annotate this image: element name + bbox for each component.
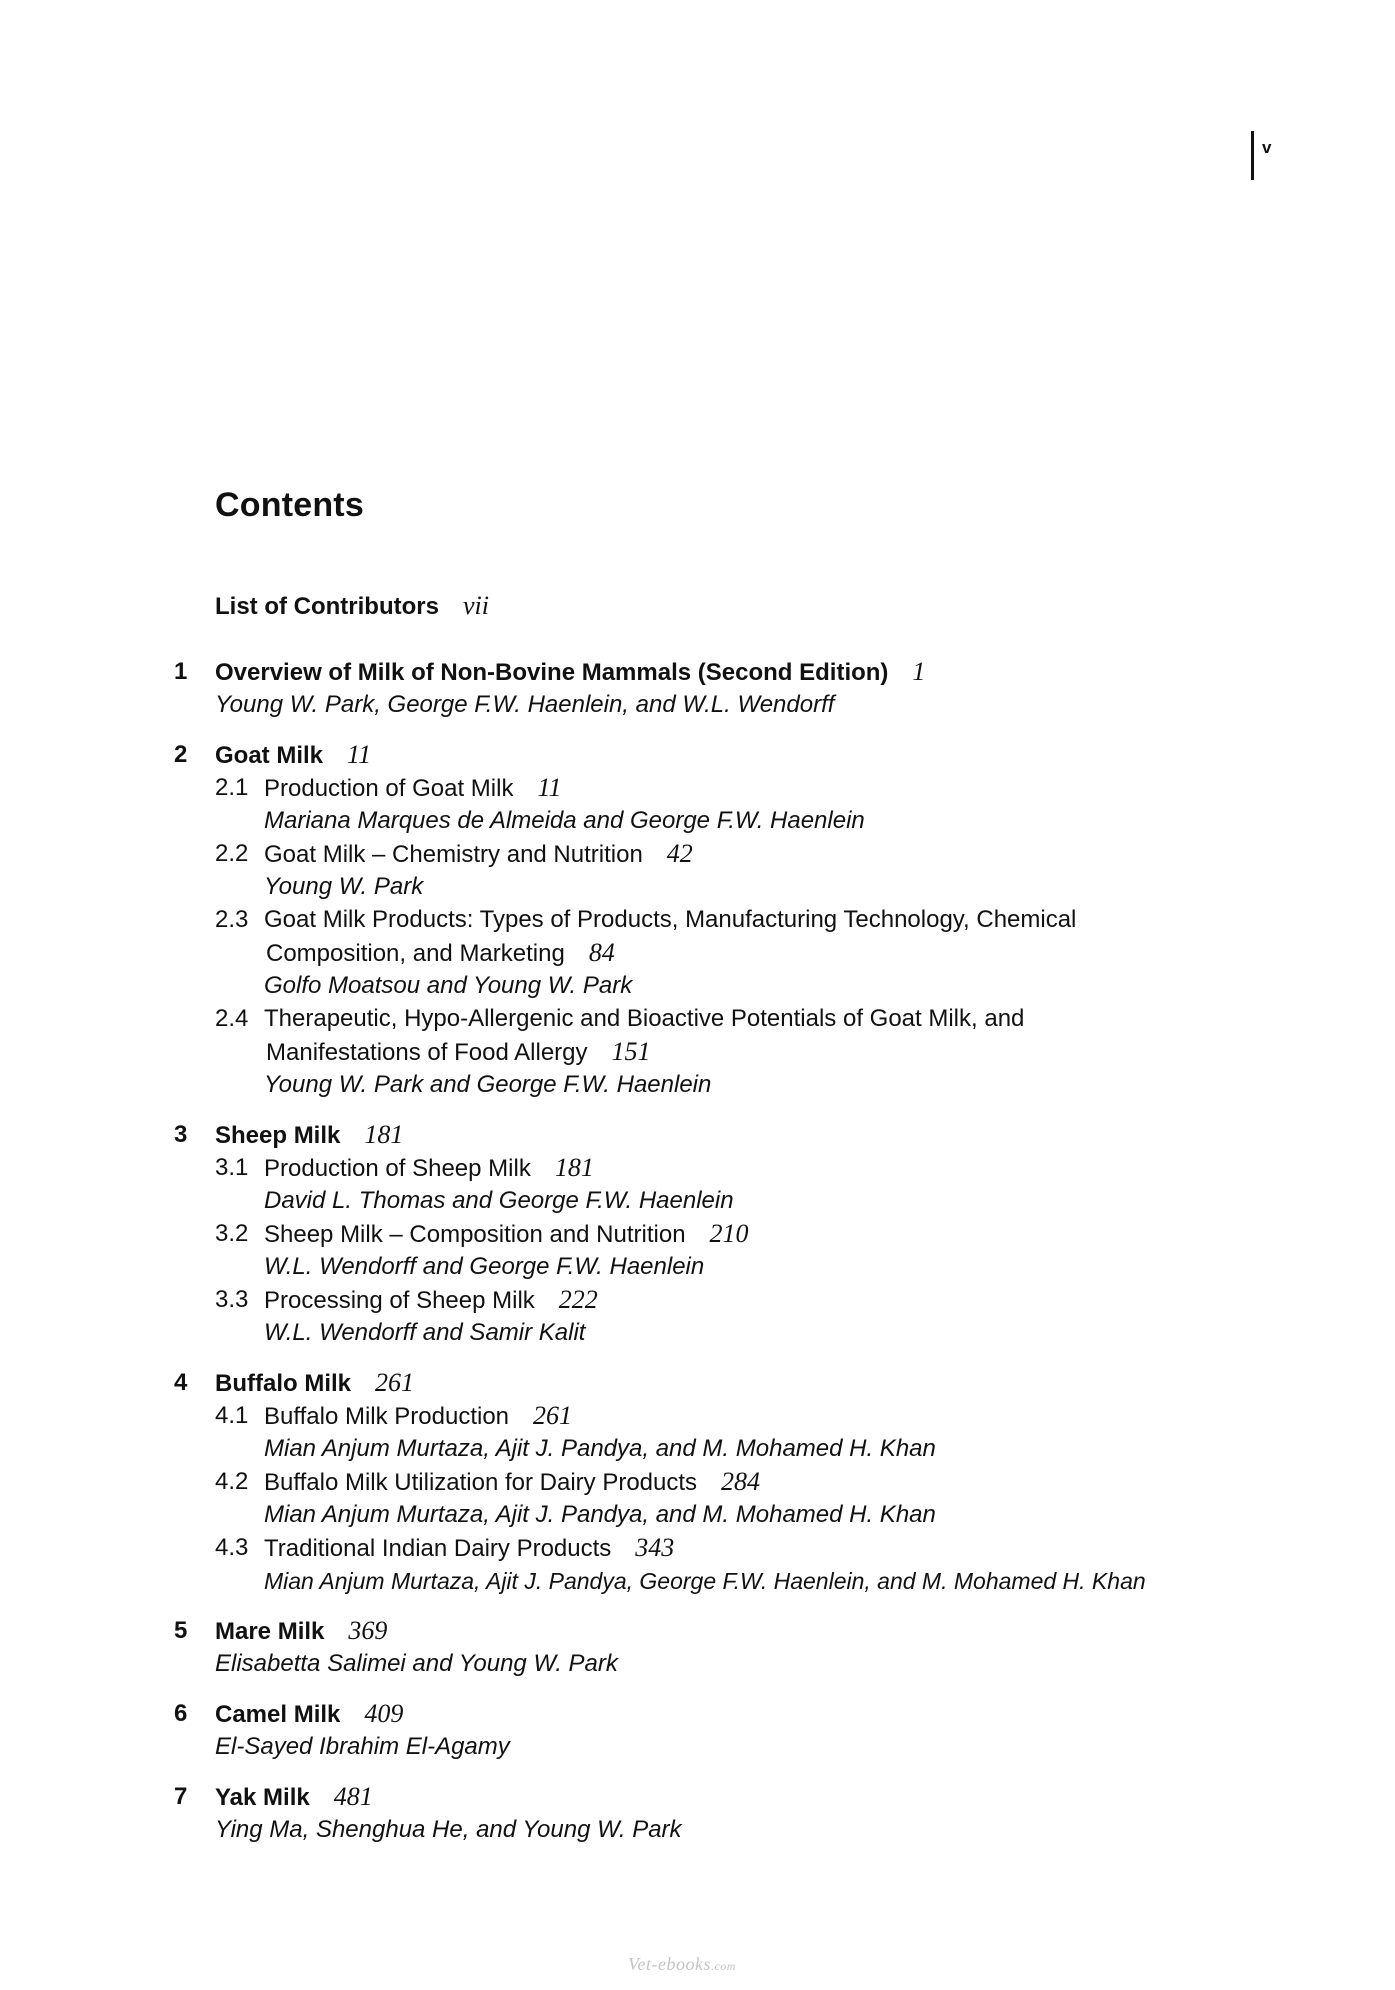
- toc-chapter-6[interactable]: [215, 1699, 403, 1730]
- section-title-line1: Goat Milk Products: Types of Products, Manufacturing Technology, Chemical: [264, 906, 1077, 933]
- section-title: Production of Sheep Milk: [264, 1155, 531, 1182]
- toc-page-number: 11: [537, 773, 562, 802]
- toc-page-number: vii: [462, 591, 489, 620]
- toc-page-number: 181: [364, 1120, 404, 1149]
- toc-section-4-1[interactable]: [264, 1401, 572, 1432]
- section-authors: W.L. Wendorff and Samir Kalit: [264, 1319, 586, 1346]
- toc-page-number: 261: [375, 1368, 414, 1397]
- section-title: Production of Goat Milk: [264, 775, 514, 802]
- toc-section-3-1[interactable]: [264, 1153, 594, 1184]
- toc-page-number: 210: [709, 1219, 749, 1248]
- section-number: 3.3: [215, 1286, 249, 1313]
- page-title: Contents: [215, 486, 364, 524]
- watermark: [628, 1954, 736, 1975]
- section-title: Traditional Indian Dairy Products: [264, 1535, 612, 1562]
- section-authors: Young W. Park: [264, 873, 424, 900]
- toc-entry-title: List of Contributors: [215, 593, 439, 620]
- chapter-authors: Ying Ma, Shenghua He, and Young W. Park: [215, 1816, 682, 1843]
- watermark-main: Vet-ebooks: [628, 1954, 711, 1974]
- section-authors: W.L. Wendorff and George F.W. Haenlein: [264, 1253, 705, 1280]
- chapter-number: 5: [174, 1617, 188, 1644]
- chapter-authors: Young W. Park, George F.W. Haenlein, and W.L. Wendorff: [215, 691, 835, 718]
- chapter-title: Yak Milk: [215, 1784, 310, 1811]
- toc-section-2-4[interactable]: [264, 1004, 1024, 1034]
- section-authors: Golfo Moatsou and Young W. Park: [264, 972, 633, 999]
- chapter-title: Overview of Milk of Non-Bovine Mammals (Second Edition): [215, 659, 889, 686]
- toc-section-3-2[interactable]: [264, 1219, 749, 1250]
- section-number: 4.1: [215, 1402, 249, 1429]
- section-number: 4.2: [215, 1468, 249, 1495]
- section-number: 3.1: [215, 1154, 249, 1181]
- toc-section-3-3[interactable]: [264, 1285, 598, 1316]
- section-authors: Young W. Park and George F.W. Haenlein: [264, 1071, 712, 1098]
- chapter-number: 7: [174, 1783, 188, 1810]
- toc-page-number: 11: [347, 740, 372, 769]
- toc-page-number: 1: [912, 657, 926, 686]
- section-authors: Mariana Marques de Almeida and George F.W. Haenlein: [264, 807, 865, 834]
- section-number: 3.2: [215, 1220, 249, 1247]
- section-number: 2.4: [215, 1005, 249, 1032]
- section-title: Sheep Milk – Composition and Nutrition: [264, 1221, 686, 1248]
- toc-chapter-5[interactable]: [215, 1616, 387, 1647]
- section-title: Buffalo Milk Production: [264, 1403, 510, 1430]
- watermark-suffix: .com: [710, 1959, 736, 1973]
- page-number: v: [1262, 138, 1272, 157]
- chapter-title: Mare Milk: [215, 1618, 325, 1645]
- toc-page-number: 151: [611, 1037, 651, 1066]
- toc-page-number: 181: [554, 1153, 594, 1182]
- toc-chapter-3[interactable]: [215, 1120, 403, 1151]
- toc-page-number: 409: [364, 1699, 404, 1728]
- toc-section-4-3[interactable]: [264, 1533, 674, 1564]
- chapter-authors: El-Sayed Ibrahim El-Agamy: [215, 1733, 510, 1760]
- chapter-number: 6: [174, 1700, 188, 1727]
- toc-page-number: 369: [348, 1616, 388, 1645]
- section-authors: Mian Anjum Murtaza, Ajit J. Pandya, and M. Mohamed H. Khan: [264, 1435, 936, 1462]
- section-title-line2: Manifestations of Food Allergy: [266, 1039, 588, 1066]
- section-number: 2.3: [215, 906, 249, 933]
- toc-page-number: 261: [533, 1401, 573, 1430]
- toc-chapter-1[interactable]: [215, 657, 925, 688]
- section-title-line2: Composition, and Marketing: [266, 940, 565, 967]
- toc-entry-contributors[interactable]: [215, 591, 489, 622]
- toc-section-2-4-cont[interactable]: [266, 1037, 651, 1068]
- toc-page-number: 222: [558, 1285, 598, 1314]
- section-title: Goat Milk – Chemistry and Nutrition: [264, 841, 643, 868]
- chapter-number: 3: [174, 1121, 188, 1148]
- toc-section-2-1[interactable]: [264, 773, 562, 804]
- toc-section-2-3-cont[interactable]: [266, 938, 615, 969]
- chapter-title: Buffalo Milk: [215, 1370, 351, 1397]
- section-title: Buffalo Milk Utilization for Dairy Products: [264, 1469, 698, 1496]
- folio-rule: [1251, 131, 1254, 180]
- section-title-line1: Therapeutic, Hypo-Allergenic and Bioactive Potentials of Goat Milk, and: [264, 1005, 1025, 1032]
- chapter-number: 1: [174, 658, 188, 685]
- chapter-title: Goat Milk: [215, 742, 324, 769]
- chapter-title: Camel Milk: [215, 1701, 341, 1728]
- toc-chapter-2[interactable]: [215, 740, 371, 771]
- toc-section-2-3[interactable]: [264, 905, 1076, 935]
- section-number: 4.3: [215, 1534, 249, 1561]
- toc-page-number: 481: [333, 1782, 373, 1811]
- section-number: 2.1: [215, 774, 249, 801]
- section-number: 2.2: [215, 840, 249, 867]
- chapter-number: 2: [174, 741, 188, 768]
- toc-chapter-4[interactable]: [215, 1368, 414, 1399]
- toc-page-number: 284: [721, 1467, 761, 1496]
- toc-section-2-2[interactable]: [264, 839, 693, 870]
- chapter-authors: Elisabetta Salimei and Young W. Park: [215, 1650, 618, 1677]
- toc-page-number: 84: [588, 938, 615, 967]
- toc-section-4-2[interactable]: [264, 1467, 760, 1498]
- toc-chapter-7[interactable]: [215, 1782, 373, 1813]
- section-authors: Mian Anjum Murtaza, Ajit J. Pandya, and M. Mohamed H. Khan: [264, 1501, 936, 1528]
- section-authors: Mian Anjum Murtaza, Ajit J. Pandya, George F.W. Haenlein, and M. Mohamed H. Khan: [264, 1568, 1146, 1594]
- section-title: Processing of Sheep Milk: [264, 1287, 535, 1314]
- chapter-title: Sheep Milk: [215, 1122, 341, 1149]
- toc-page-number: 42: [666, 839, 693, 868]
- chapter-number: 4: [174, 1369, 188, 1396]
- toc-page-number: 343: [635, 1533, 675, 1562]
- section-authors: David L. Thomas and George F.W. Haenlein: [264, 1187, 734, 1214]
